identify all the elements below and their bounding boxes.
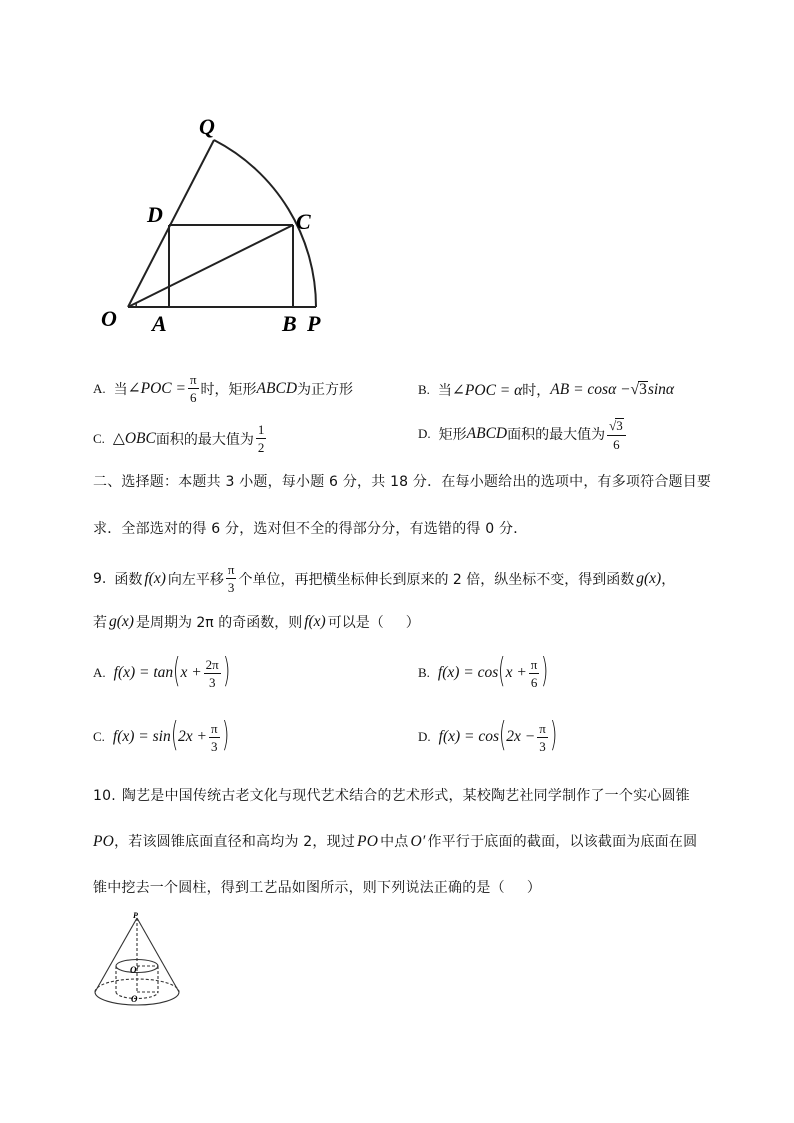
stem-text: 函数: [114, 571, 143, 588]
denominator: 3: [211, 738, 218, 754]
stem-text: ）: [405, 615, 420, 631]
triangle-name: △OBC: [112, 430, 156, 447]
func-f: f(x): [304, 613, 326, 630]
section-2-instructions-line2: 求．全部选对的得 6 分，选对但不全的得部分分，有选错的得 0 分．: [93, 521, 528, 537]
numerator: π: [530, 656, 538, 672]
sqrt-symbol: √: [609, 418, 617, 433]
fraction-1-2: [256, 423, 267, 454]
numerator: π: [227, 562, 235, 577]
stem-text: 向左平移: [167, 571, 224, 588]
q8-option-a[interactable]: [93, 373, 353, 404]
label-b: B: [282, 311, 297, 336]
stem-text: ，若该圆锥底面直径和高均为 2，现过: [114, 834, 356, 850]
stem-text: 可以是（: [327, 615, 384, 631]
q8-option-d[interactable]: [418, 418, 628, 451]
sqrt-symbol: √: [630, 381, 640, 398]
option-text: 矩形: [438, 427, 467, 444]
segment-name: PO: [357, 833, 379, 850]
sin-expr: sinα: [647, 381, 675, 398]
cone-figure: [88, 910, 198, 1015]
option-fraction: [204, 658, 221, 689]
label-a: A: [152, 311, 167, 336]
option-text: 面积的最大值为: [507, 427, 606, 444]
question-number: 9.: [93, 570, 107, 587]
q9-option-d[interactable]: [418, 715, 558, 755]
denominator: 3: [227, 580, 235, 595]
label-p: P: [133, 911, 138, 920]
option-text: 时，: [522, 383, 551, 399]
option-label: B.: [418, 382, 430, 397]
option-text: 时，矩形: [200, 381, 257, 398]
q8-option-c[interactable]: [93, 423, 268, 454]
stem-text: 是周期为 2π 的奇函数，则: [135, 615, 303, 631]
fraction-sqrt3-6: [607, 418, 626, 451]
sqrt-3: 3: [616, 418, 623, 433]
denominator: 3: [208, 674, 216, 690]
denominator: 6: [190, 390, 197, 405]
option-label: D.: [418, 729, 431, 744]
q10-stem-line3: [93, 878, 541, 898]
option-inner: x +: [505, 664, 527, 681]
fraction-pi-6: [188, 373, 199, 404]
option-text: 面积的最大值为: [155, 431, 254, 448]
denominator: 6: [613, 436, 620, 452]
option-lhs: f(x) = tan: [113, 664, 174, 681]
option-label: B.: [418, 665, 430, 680]
fraction-pi-3: [226, 563, 237, 594]
stem-text: 若: [93, 615, 107, 631]
right-paren: ): [541, 651, 549, 691]
point-name: O′: [410, 833, 426, 850]
func-f: f(x): [144, 569, 166, 587]
q9-option-a[interactable]: [93, 651, 231, 691]
option-text: 当: [113, 381, 128, 398]
denominator: 2: [257, 440, 265, 455]
label-p: P: [307, 311, 321, 336]
numerator: 1: [257, 422, 265, 437]
option-fraction: [209, 722, 220, 753]
denominator: 6: [530, 674, 538, 690]
label-o: O: [131, 994, 138, 1004]
option-text: 当: [437, 383, 452, 399]
label-q: Q: [199, 114, 215, 139]
segment-oq: [128, 140, 214, 307]
left-paren: (: [498, 651, 506, 691]
option-lhs: f(x) = cos: [437, 664, 499, 681]
denominator: 3: [539, 738, 546, 754]
numerator: 2π: [205, 656, 219, 672]
stem-text: 中点: [380, 834, 409, 850]
q9-option-b[interactable]: [418, 651, 549, 691]
section-2-instructions-line1: 二、选择题：本题共 3 小题，每小题 6 分，共 18 分．在每小题给出的选项中，有多项符合题目要: [93, 474, 712, 490]
option-label: A.: [93, 380, 106, 396]
numerator: π: [210, 720, 218, 736]
numerator: [607, 418, 626, 436]
q9-option-c[interactable]: [93, 715, 229, 755]
option-inner: 2x +: [178, 728, 207, 745]
option-label: D.: [418, 426, 431, 442]
left-paren: (: [173, 651, 181, 691]
question-number: 10.: [93, 788, 116, 804]
option-fraction: [537, 722, 548, 753]
label-o: O: [101, 306, 117, 331]
q10-stem-line2: [93, 832, 697, 852]
stem-text: 锥中挖去一个圆柱，得到工艺品如图所示，则下列说法正确的是（: [93, 880, 505, 896]
option-label: C.: [93, 430, 105, 446]
left-paren: (: [499, 715, 507, 755]
option-inner: 2x −: [506, 728, 536, 745]
label-oprime: O′: [130, 965, 140, 975]
left-paren: (: [170, 715, 179, 755]
option-label: A.: [93, 665, 106, 680]
sqrt-3: 3: [639, 381, 647, 399]
func-g: g(x): [636, 569, 662, 587]
q9-stem-line2: [93, 612, 420, 632]
sector-rectangle-figure: [95, 108, 345, 338]
right-paren: ): [221, 715, 229, 755]
option-inner: x +: [180, 664, 202, 681]
rect-name: ABCD: [466, 425, 508, 443]
option-text: 为正方形: [297, 381, 354, 398]
segment-oc: [128, 225, 293, 307]
q10-stem-line1: [93, 786, 690, 806]
stem-text: ）: [526, 880, 542, 896]
angle-expr: ∠POC =: [127, 380, 186, 397]
label-c: C: [296, 209, 311, 234]
ab-expr: AB = cosα −: [550, 381, 631, 398]
numerator: π: [189, 372, 197, 387]
right-paren: ): [222, 651, 231, 691]
rect-name: ABCD: [256, 379, 298, 397]
option-label: C.: [93, 729, 105, 744]
stem-text: 个单位，再把横坐标伸长到原来的 2 倍，纵坐标不变，得到函数: [238, 571, 635, 588]
stem-text: ，: [661, 571, 676, 588]
option-lhs: f(x) = cos: [438, 728, 500, 745]
numerator: π: [539, 720, 546, 736]
func-g: g(x): [109, 613, 134, 630]
q8-option-b[interactable]: [418, 380, 674, 400]
stem-text: 陶艺是中国传统古老文化与现代艺术结合的艺术形式，某校陶艺社同学制作了一个实心圆锥: [121, 788, 690, 804]
cone-name: PO: [93, 833, 115, 850]
angle-expr: ∠POC = α: [451, 381, 523, 399]
option-fraction: [529, 658, 540, 689]
q9-stem-line1: [93, 563, 675, 594]
label-d: D: [147, 202, 163, 227]
right-paren: ): [549, 715, 558, 755]
option-lhs: f(x) = sin: [112, 728, 171, 745]
stem-text: 作平行于底面的截面，以该截面为底面在圆: [427, 834, 698, 850]
